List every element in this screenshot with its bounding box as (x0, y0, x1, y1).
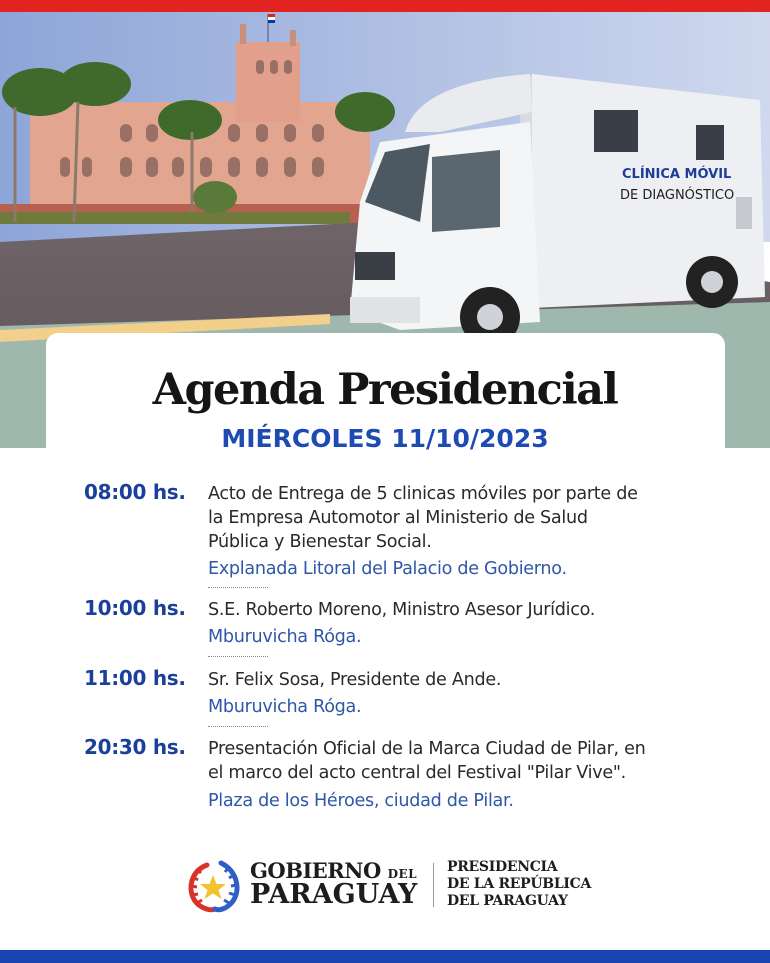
agenda-location: Mburuvicha Róga. (208, 697, 362, 717)
top-red-bar (0, 0, 770, 12)
paraguay-coat-of-arms-star-icon (185, 859, 241, 913)
page-title: Agenda Presidencial (152, 365, 618, 415)
dotted-separator (208, 656, 268, 657)
agenda-time: 20:30 hs. (84, 735, 186, 759)
presidencia-line: PRESIDENCIA (447, 859, 558, 875)
agenda-description (208, 737, 698, 785)
dotted-separator (208, 587, 268, 588)
description-line: Sr. Felix Sosa, Presidente de Ande. (208, 670, 502, 690)
logo-divider (433, 863, 434, 907)
agenda-time: 10:00 hs. (84, 596, 186, 620)
agenda-location: Explanada Litoral del Palacio de Gobierno. (208, 559, 567, 579)
presidencia-text (447, 859, 591, 910)
description-line: Presentación Oficial de la Marca Ciudad de Pilar, en (208, 739, 646, 759)
agenda-description (208, 598, 698, 622)
description-line: Acto de Entrega de 5 clinicas móviles por parte de (208, 484, 638, 504)
presidencia-line: DE LA REPÚBLICA (447, 876, 592, 892)
bottom-blue-bar (0, 950, 770, 963)
presidencia-line: DEL PARAGUAY (447, 893, 568, 909)
footer-logo (0, 855, 770, 915)
agenda-date: MIÉRCOLES 11/10/2023 (221, 424, 549, 453)
agenda-location: Plaza de los Héroes, ciudad de Pilar. (208, 791, 514, 811)
dotted-separator (208, 726, 268, 727)
agenda-location: Mburuvicha Róga. (208, 627, 362, 647)
gobierno-line2: PARAGUAY (250, 879, 418, 910)
agenda-time: 08:00 hs. (84, 480, 186, 504)
svg-text:DE DIAGNÓSTICO: DE DIAGNÓSTICO (620, 188, 735, 203)
description-line: Pública y Bienestar Social. (208, 532, 432, 552)
svg-text:CLÍNICA MÓVIL: CLÍNICA MÓVIL (622, 167, 732, 182)
description-line: S.E. Roberto Moreno, Ministro Asesor Jurídico. (208, 600, 596, 620)
agenda-time: 11:00 hs. (84, 666, 186, 690)
description-line: la Empresa Automotor al Ministerio de Salud (208, 508, 588, 528)
gobierno-text: GOBIERNO (250, 858, 381, 883)
agenda-description (208, 482, 698, 554)
description-line: el marco del acto central del Festival "Pilar Vive". (208, 763, 626, 783)
gobierno-del-text: DEL (387, 867, 418, 881)
agenda-description (208, 668, 698, 692)
